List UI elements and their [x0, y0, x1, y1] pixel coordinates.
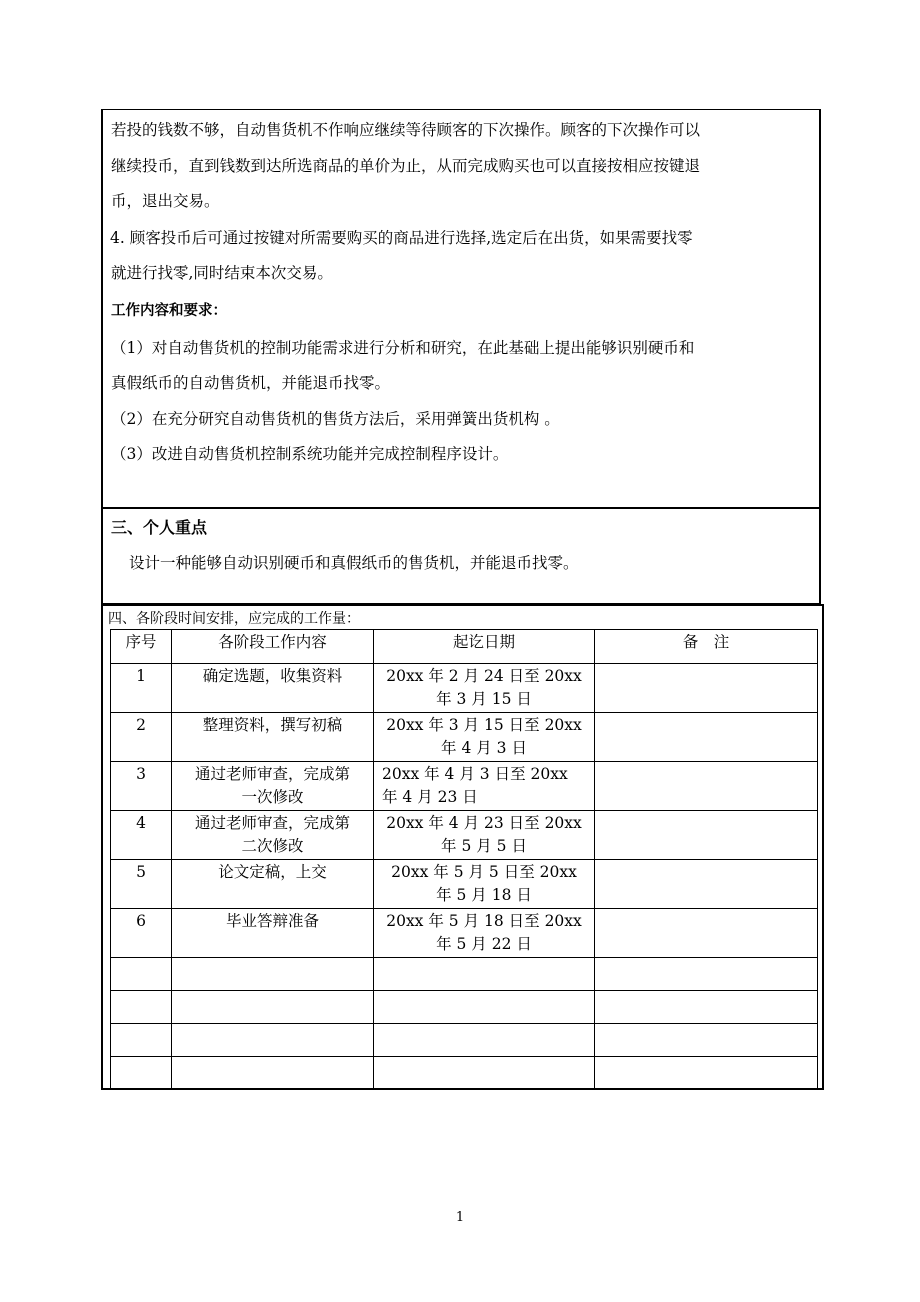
paragraph-line: 4. 顾客投币后可通过按键对所需要购买的商品进行选择,选定后在出货，如果需要找零: [110, 229, 693, 247]
paragraph-line: 若投的钱数不够，自动售货机不作响应继续等待顾客的下次操作。顾客的下次操作可以: [111, 121, 701, 139]
paragraph-line: 币，退出交易。: [111, 192, 220, 210]
table-row: [111, 811, 818, 860]
row-date: 20xx 年 4 月 3 日至 20xx 年 4 月 23 日: [374, 762, 595, 811]
paragraph-line: 继续投币，直到钱数到达所选商品的单价为止，从而完成购买也可以直接按相应按键退: [111, 157, 701, 175]
empty-cell: [374, 991, 595, 1024]
work-item: （3）改进自动售货机控制系统功能并完成控制程序设计。: [111, 445, 509, 463]
row-note: [595, 811, 818, 860]
row-note: [595, 860, 818, 909]
table-row: [111, 664, 818, 713]
work-item: （1）对自动售货机的控制功能需求进行分析和研究，在此基础上提出能够识别硬币和: [111, 339, 695, 357]
work-content-heading: 工作内容和要求：: [111, 303, 227, 319]
row-number: 1: [111, 664, 172, 713]
column-header: 起讫日期: [374, 630, 595, 664]
row-content: 通过老师审查，完成第 二次修改: [172, 811, 374, 860]
paragraph-line: 就进行找零,同时结束本次交易。: [111, 264, 333, 282]
table-row: [111, 713, 818, 762]
row-content: 论文定稿，上交: [172, 860, 374, 909]
column-header: 备 注: [595, 630, 818, 664]
row-note: [595, 762, 818, 811]
empty-cell: [374, 1024, 595, 1057]
row-number: 5: [111, 860, 172, 909]
table-header-row: [111, 630, 818, 664]
schedule-heading: 四、各阶段时间安排，应完成的工作量：: [108, 611, 360, 627]
row-content: 确定选题，收集资料: [172, 664, 374, 713]
empty-cell: [172, 991, 374, 1024]
empty-cell: [595, 1024, 818, 1057]
table-row-empty: [111, 1024, 818, 1057]
empty-cell: [111, 991, 172, 1024]
empty-cell: [172, 1024, 374, 1057]
column-header: 序号: [111, 630, 172, 664]
empty-cell: [595, 958, 818, 991]
row-number: 2: [111, 713, 172, 762]
empty-cell: [111, 1024, 172, 1057]
row-date: 20xx 年 5 月 18 日至 20xx 年 5 月 22 日: [374, 909, 595, 958]
table-row: [111, 860, 818, 909]
row-date: 20xx 年 3 月 15 日至 20xx 年 4 月 3 日: [374, 713, 595, 762]
row-content: 整理资料，撰写初稿: [172, 713, 374, 762]
column-header: 各阶段工作内容: [172, 630, 374, 664]
empty-cell: [374, 1057, 595, 1090]
empty-cell: [111, 958, 172, 991]
row-date: 20xx 年 4 月 23 日至 20xx 年 5 月 5 日: [374, 811, 595, 860]
row-note: [595, 664, 818, 713]
empty-cell: [172, 958, 374, 991]
empty-cell: [374, 958, 595, 991]
page-number: 1: [455, 1210, 465, 1225]
row-date: 20xx 年 2 月 24 日至 20xx 年 3 月 15 日: [374, 664, 595, 713]
personal-focus-heading: 三、个人重点: [111, 518, 208, 537]
table-row-empty: [111, 991, 818, 1024]
table-row: [111, 909, 818, 958]
empty-cell: [111, 1057, 172, 1090]
row-content: 毕业答辩准备: [172, 909, 374, 958]
row-content: 通过老师审查，完成第 一次修改: [172, 762, 374, 811]
row-number: 6: [111, 909, 172, 958]
schedule-table: [110, 629, 818, 1090]
row-date: 20xx 年 5 月 5 日至 20xx 年 5 月 18 日: [374, 860, 595, 909]
row-note: [595, 909, 818, 958]
personal-focus-text: 设计一种能够自动识别硬币和真假纸币的售货机，并能退币找零。: [129, 554, 579, 572]
row-number: 3: [111, 762, 172, 811]
table-row-empty: [111, 958, 818, 991]
table-row-empty: [111, 1057, 818, 1090]
table-row: [111, 762, 818, 811]
work-item: （2）在充分研究自动售货机的售货方法后，采用弹簧出货机构 。: [111, 410, 560, 428]
work-item: 真假纸币的自动售货机，并能退币找零。: [111, 374, 391, 392]
row-number: 4: [111, 811, 172, 860]
row-note: [595, 713, 818, 762]
empty-cell: [595, 1057, 818, 1090]
empty-cell: [595, 991, 818, 1024]
empty-cell: [172, 1057, 374, 1090]
